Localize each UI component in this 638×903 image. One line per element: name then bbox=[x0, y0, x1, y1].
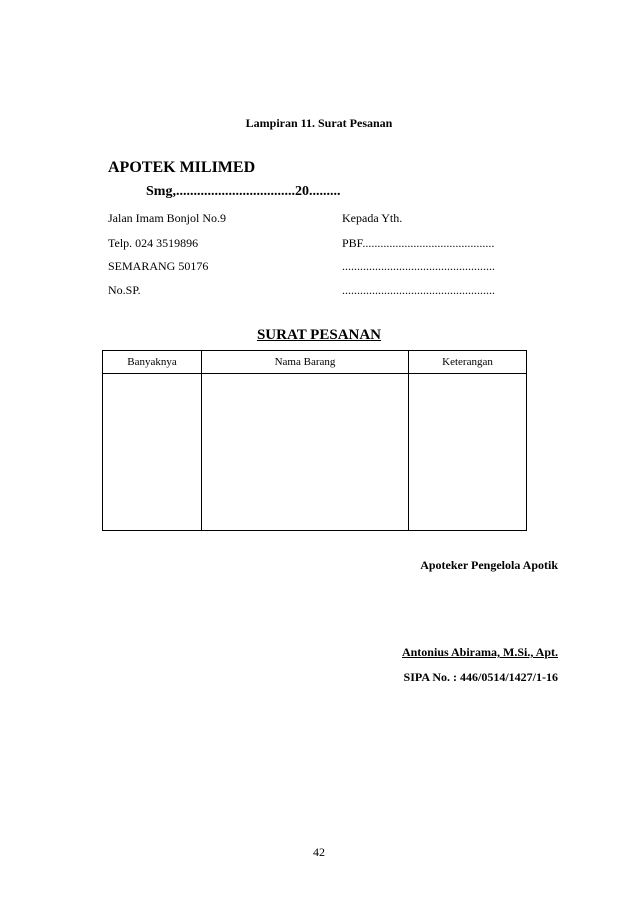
sender-phone: Telp. 024 3519896 bbox=[108, 236, 199, 250]
notes-cell[interactable] bbox=[409, 374, 527, 531]
sender-address: Jalan Imam Bonjol No.9 bbox=[108, 211, 226, 225]
column-header-item-name: Nama Barang bbox=[202, 351, 409, 374]
sp-number-label: No.SP. bbox=[108, 283, 141, 297]
form-title-text: SURAT PESANAN bbox=[256, 327, 382, 343]
column-header-notes: Keterangan bbox=[409, 351, 527, 374]
sipa-number: SIPA No. : 446/0514/1427/1-16 bbox=[403, 670, 558, 684]
recipient-blank-line-2: ................................................... bbox=[342, 283, 495, 297]
signature-name bbox=[402, 645, 558, 660]
order-table-row bbox=[103, 374, 527, 531]
quantity-cell[interactable] bbox=[103, 374, 202, 531]
order-table bbox=[102, 350, 527, 531]
signature-name-text: Antonius Abirama, M.Si., Apt. bbox=[401, 645, 558, 659]
pharmacy-name: APOTEK MILIMED bbox=[108, 159, 256, 176]
recipient-label: Kepada Yth. bbox=[342, 211, 403, 225]
item-name-cell[interactable] bbox=[202, 374, 409, 531]
recipient-blank-line-1: ................................................... bbox=[342, 259, 495, 273]
sender-city: SEMARANG 50176 bbox=[108, 259, 209, 273]
column-header-quantity: Banyaknya bbox=[103, 351, 202, 374]
signature-role: Apoteker Pengelola Apotik bbox=[420, 558, 558, 572]
page-number: 42 bbox=[313, 845, 325, 859]
attachment-caption: Lampiran 11. Surat Pesanan bbox=[245, 116, 393, 130]
order-table-header bbox=[103, 351, 527, 374]
form-title bbox=[0, 327, 638, 344]
date-line: Smg,..................................20......... bbox=[146, 184, 341, 199]
recipient-pbf-line: PBF............................................ bbox=[342, 236, 495, 250]
